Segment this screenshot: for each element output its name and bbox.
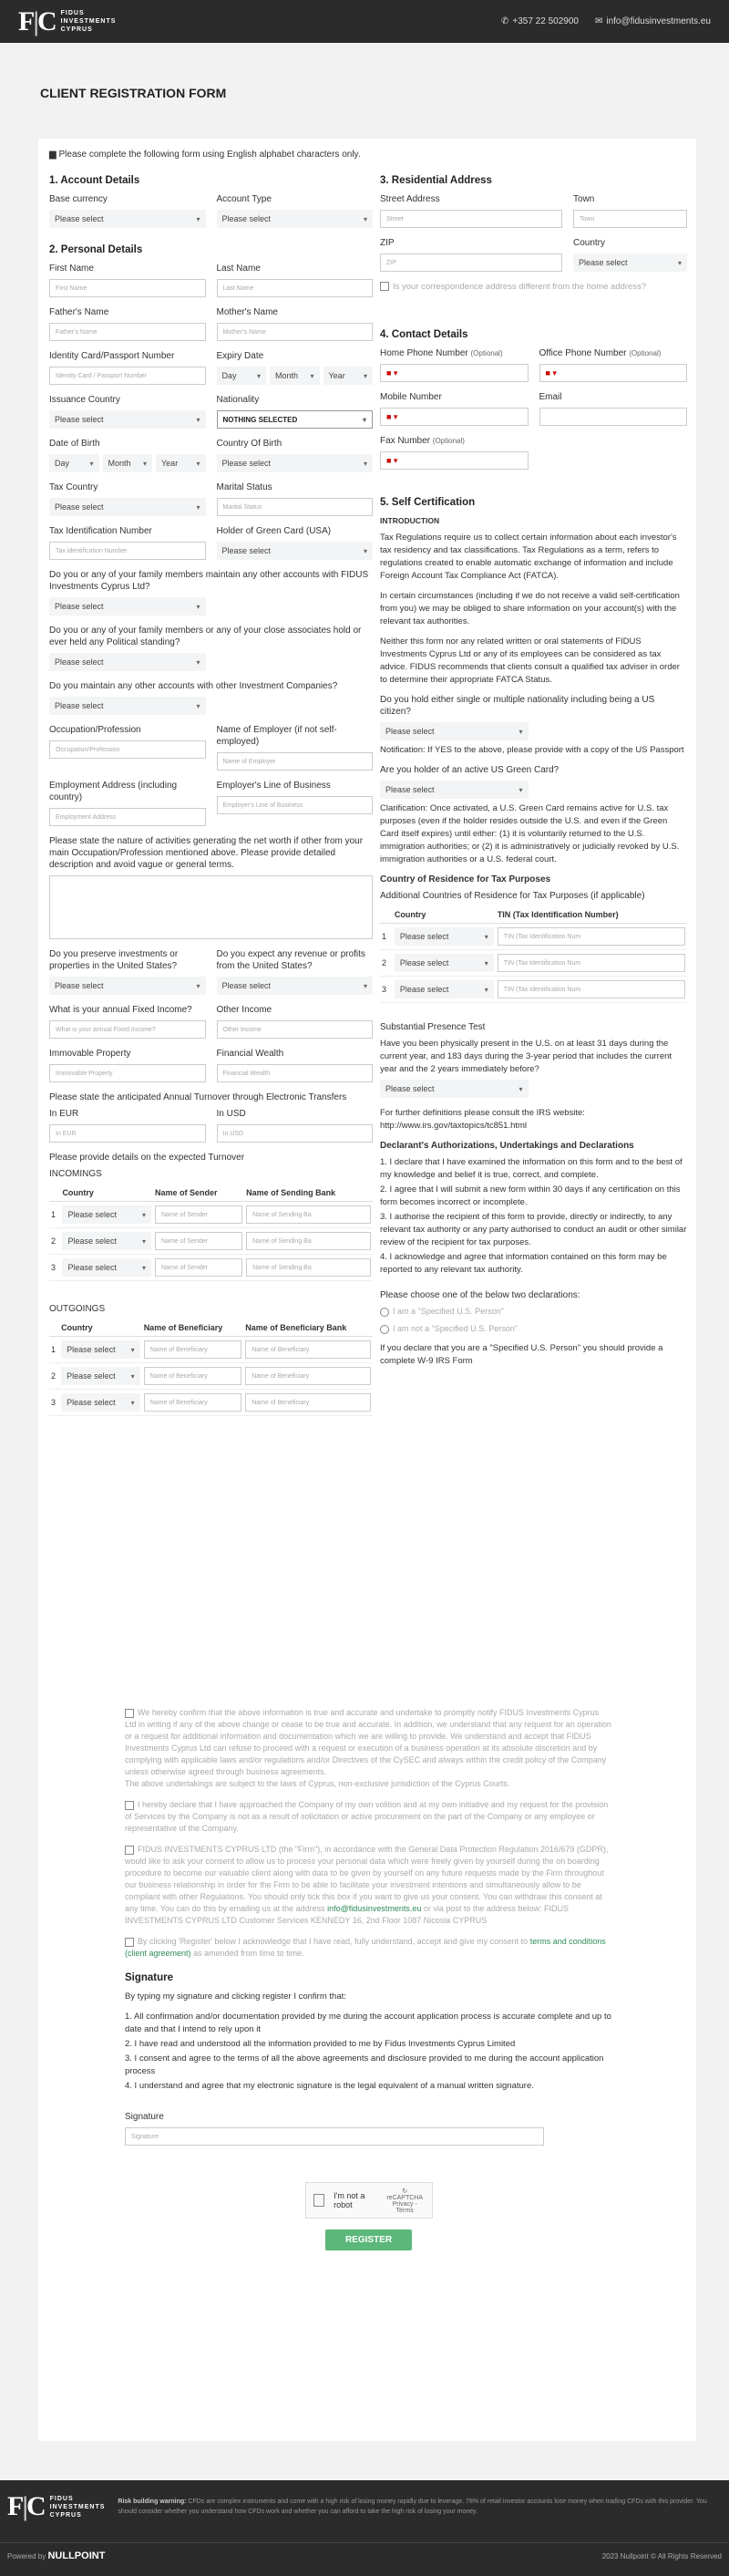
dob-day-select[interactable]: Day ▾ xyxy=(49,454,99,472)
field-label: Country xyxy=(573,238,606,248)
field-label: Name of Employer (if not self-employed) xyxy=(216,725,337,747)
table-header: Name of Sender xyxy=(153,1185,244,1202)
intro-text: In certain circumstances (including if we do not receive a valid self-certification from you) we may be obliged to share information on your account(s) with the relevant tax authorities. xyxy=(380,591,680,626)
turnover-usd-input[interactable]: In USD xyxy=(217,1124,374,1143)
form-card xyxy=(38,139,696,2441)
sender-input[interactable]: Name of Sender xyxy=(155,1258,242,1277)
account-type-select[interactable]: Please select ▾ xyxy=(217,210,374,228)
email-link[interactable]: info@fidusinvestments.eu xyxy=(327,1904,422,1913)
nationality-select[interactable]: NOTHING SELECTED ▾ xyxy=(217,410,374,429)
question-label: Do you maintain any other accounts with other Investment Companies? xyxy=(49,681,338,691)
defs-text: For further definitions please consult the IRS website: xyxy=(380,1108,585,1118)
us-flag-icon: ■ ▾ xyxy=(386,367,398,378)
us-investments-select[interactable]: Please select ▾ xyxy=(49,977,206,995)
header-contacts xyxy=(501,16,711,26)
dob-month-select[interactable]: Month ▾ xyxy=(103,454,153,472)
field-label: Mother's Name xyxy=(216,307,278,317)
field-label: Base currency xyxy=(49,194,108,204)
question-label: Do you or any of your family members or any of your close associates hold or ever held any Political standing? xyxy=(49,626,362,647)
table-row: 1 Please select ▾ Name of Beneficiary Name of Beneficiary xyxy=(49,1337,373,1363)
consent-confirm-checkbox[interactable]: We hereby confirm that the above information is true and accurate and undertake to promptly notify FIDUS Investments Cyprus Ltd in writing if any of the above change or cease to be true and accurate. In addition, we understand that any request for an operation or a request for additional information and documentation which we are willing to provide. We understand and accept that FIDUS Investments Cyprus Ltd can refuse to proceed with a request or execution of a business operation at its absolute discretion and by complying with applicable laws and/or regulations and/or Directives of the CySEC and always within the credit policy of the Company unless otherwise agreed through business agreements. The above undertakings are subject to the laws of Cyprus, non-exclusive jurisdiction of the Cyprus Courts. xyxy=(125,1708,611,1788)
logo-mark: F|C xyxy=(18,5,56,36)
section-heading: Signature xyxy=(125,1972,174,1983)
right-column xyxy=(373,175,687,1384)
table-row: 3 Please select ▾ TIN (Tax Identification Num xyxy=(380,977,687,1003)
table-header: Country xyxy=(59,1319,142,1337)
declarations-heading: Declarant's Authorizations, Undertakings and Declarations xyxy=(380,1141,634,1151)
declaration-item: 3. I authorise the recipient of this form to provide, directly or indirectly, to any relevant tax authority or any party authorised to conduct an audit or other similar review of the recipient for tax purposes. xyxy=(380,1212,687,1247)
sender-input[interactable]: Name of Sender xyxy=(155,1205,242,1224)
country-select[interactable]: Please select ▾ xyxy=(573,253,687,272)
multi-nationality-select[interactable]: Please select ▾ xyxy=(380,722,529,740)
section-heading: 4. Contact Details xyxy=(380,329,468,340)
field-label: Nationality xyxy=(216,395,260,405)
table-header: Country xyxy=(60,1185,153,1202)
question-label: Please state the nature of activities generating the net worth if other from your main Occupation/Profession mentioned above. Please provide detailed description and avoid vague or general terms. xyxy=(49,836,364,870)
signature-section xyxy=(125,1972,612,2250)
table-header: Country xyxy=(393,906,496,924)
tax-country-select[interactable]: Please select ▾ xyxy=(395,980,494,998)
us-flag-icon: ■ ▾ xyxy=(386,455,398,465)
home-phone-input[interactable] xyxy=(380,364,529,382)
section-heading: 1. Account Details xyxy=(49,175,140,186)
fixed-income-input[interactable]: What is your annual Fixed Income? xyxy=(49,1020,206,1039)
choose-label: Please choose one of the below two declarations: xyxy=(380,1290,580,1300)
father-name-input[interactable]: Father's Name xyxy=(49,323,206,341)
base-currency-select[interactable]: Please select ▾ xyxy=(49,210,206,228)
consent-terms-checkbox[interactable]: By clicking 'Register' below I acknowledge that I have read, fully understand, accept and give my consent to terms and conditions (client agreement) as amended from time to time. xyxy=(125,1937,606,1958)
incoming-country-select[interactable]: Please select ▾ xyxy=(62,1232,151,1250)
logo-text: FIDUS INVESTMENTS CYPRUS xyxy=(60,10,117,33)
table-row: 2 Please select ▾ Name of Beneficiary Name of Beneficiary xyxy=(49,1363,373,1390)
field-label: Street Address xyxy=(380,194,440,204)
field-label: Tax Country xyxy=(49,482,98,492)
table-header: Name of Sending Bank xyxy=(244,1185,373,1202)
field-label: Expiry Date xyxy=(216,351,264,361)
field-label: Mobile Number xyxy=(380,392,442,402)
other-accounts-select[interactable]: Please select ▾ xyxy=(49,697,206,715)
financial-wealth-input[interactable]: Financial Wealth xyxy=(217,1064,374,1082)
expiry-month-select[interactable]: Month ▾ xyxy=(270,367,320,385)
dob-year-select[interactable]: Year ▾ xyxy=(156,454,206,472)
field-label: Holder of Green Card (USA) xyxy=(216,526,332,536)
field-label: Do you expect any revenue or profits from the United States? xyxy=(216,949,365,971)
signature-intro: By typing my signature and clicking register I confirm that: xyxy=(125,1991,346,2002)
left-column xyxy=(49,175,373,1433)
other-income-input[interactable]: Other Income xyxy=(217,1020,374,1039)
tin-input[interactable]: TIN (Tax Identification Num xyxy=(498,980,685,998)
declaration-item: 4. I acknowledge and agree that information contained on this form may be reported to any relevant tax authority. xyxy=(380,1252,667,1275)
section-heading: 5. Self Certification xyxy=(380,497,476,508)
spt-text: Have you been physically present in the U.S. on at least 31 days during the current year, and 183 days during the 3-year period that includes the current year and the 2 years immediately before? xyxy=(380,1039,673,1074)
personal-section xyxy=(49,244,373,1416)
field-label: Issuance Country xyxy=(49,395,120,405)
consent-volition-checkbox[interactable]: I hereby declare that I have approached the Company of my own volition and at my own initiative and my request for the provision of Services by the Company is not as a result of solicitation or active procurement on the part of the Company or any employee or representative of the Company. xyxy=(125,1800,609,1833)
net-worth-textarea[interactable] xyxy=(49,875,373,939)
tax-country-select[interactable]: Please select ▾ xyxy=(395,954,494,972)
employer-line-input[interactable]: Employer's Line of Business xyxy=(217,796,374,814)
spt-select[interactable]: Please select ▾ xyxy=(380,1080,529,1098)
field-label: Office Phone Number (Optional) xyxy=(539,348,662,358)
field-label: First Name xyxy=(49,264,94,274)
footer-logo[interactable]: F|C FIDUS INVESTMENTS CYPRUS xyxy=(7,2491,106,2521)
outgoing-country-select[interactable]: Please select ▾ xyxy=(61,1367,140,1385)
table-row: 2 Please select ▾ TIN (Tax Identification Num xyxy=(380,950,687,977)
tax-residence-table xyxy=(380,906,687,1003)
sender-input[interactable]: Name of Sender xyxy=(155,1232,242,1250)
intro-text: Tax Regulations require us to collect certain information about each investor's tax residency and tax classifications. Tax Regulations as a term, refers to regulations created to enable automatic exchange of information and include Foreign Account Tax Compliance Act (FATCA). xyxy=(380,533,677,581)
consents-block xyxy=(125,1707,612,2250)
question-label: Additional Countries of Residence for Tax Purposes (if applicable) xyxy=(380,891,645,901)
risk-warning: Risk building warning: CFDs are complex instruments and come with a high risk of losing money rapidly due to leverage. 78% of retail investor accounts lose money when trading CFDs with this provider. You should consider whether you understand how CFDs work and whether you can afford to take the high risk of losing your money. xyxy=(118,2498,707,2515)
outgoing-country-select[interactable]: Please select ▾ xyxy=(61,1340,140,1359)
country-of-birth-select[interactable]: Please select ▾ xyxy=(217,454,374,472)
contact-section xyxy=(380,329,687,470)
field-label: Employer's Line of Business xyxy=(216,781,331,791)
incomings-heading: INCOMINGS xyxy=(49,1169,102,1179)
clarification-text: Clarification: Once activated, a U.S. Green Card remains active for U.S. tax purposes (even if the holder resides outside the U.S. and even if the Green Card itself expires) until either: (1) it is voluntarily returned to the U.S. immigration authorities; or (2) it is administratively or judicially revoked by U.S. immigration authorities or a U.S. federal court. xyxy=(380,803,680,864)
field-label: Signature xyxy=(125,2112,164,2122)
tin-input[interactable]: TIN (Tax Identification Num xyxy=(498,954,685,972)
irs-link[interactable]: http://www.irs.gov/taxtopics/tc851.html xyxy=(380,1121,528,1131)
field-label: Father's Name xyxy=(49,307,109,317)
beneficiary-input[interactable]: Name of Beneficiary xyxy=(144,1367,242,1385)
table-header: TIN (Tax Identification Number) xyxy=(496,906,687,924)
question-label: Do you or any of your family members maintain any other accounts with FIDUS Investments Cyprus Ltd? xyxy=(49,570,369,592)
account-section xyxy=(49,175,373,228)
field-label: Date of Birth xyxy=(49,439,100,449)
corr-address-checkbox[interactable]: Is your correspondence address different from the home address? xyxy=(380,281,687,293)
signature-input[interactable]: Signature xyxy=(125,2127,544,2146)
field-label: Account Type xyxy=(216,194,272,204)
field-label: In USD xyxy=(216,1109,246,1119)
street-input[interactable]: Street xyxy=(380,210,562,228)
recaptcha-icon: ↻ xyxy=(402,2188,408,2195)
consent-gdpr-checkbox[interactable]: FIDUS INVESTMENTS CYPRUS LTD (the "Firm"), in accordance with the General Data Protection Regulation 2016/679 (GDPR), would like to ask your consent to allow us to process your personal data which were freely given by yourself during the on boarding procedure to become our valuable client along with data to be given by yourself on any future requests made by the Firm throughout our business relationship in order for the Firm to be able to facilitate your investment intentions and simultaneously allow to be compliant with other Regulations. You should only tick this box if you want to give us your consent. You can withdraw this consent at any time. You can do this by emailing us at the address info@fidusinvestments.eu or via post to the address below: FIDUS INVESTMENTS CYPRUS LTD Customer Services KENNEDY 16, 2nd Floor 1087 Nicosia CYPRUS xyxy=(125,1845,609,1925)
incoming-country-select[interactable]: Please select ▾ xyxy=(62,1205,151,1224)
beneficiary-bank-input[interactable]: Name of Beneficiary xyxy=(245,1367,371,1385)
last-name-input[interactable]: Last Name xyxy=(217,279,374,297)
form-note: ▆ Please complete the following form using English alphabet characters only. xyxy=(49,150,361,160)
section-heading: 2. Personal Details xyxy=(49,244,143,255)
expiry-day-select[interactable]: Day ▾ xyxy=(217,367,267,385)
top-header xyxy=(0,0,729,43)
table-row: 1 Please select ▾ Name of Sender Name of Sending Ba xyxy=(49,1202,373,1228)
spt-heading: Substantial Presence Test xyxy=(380,1022,486,1032)
signature-item: 4. I understand and agree that my electronic signature is the legal equivalent of a manual written signature. xyxy=(125,2081,534,2091)
field-label: Do you preserve investments or properties in the United States? xyxy=(49,949,179,971)
phone-link[interactable]: ✆ +357 22 502900 xyxy=(500,16,579,26)
occupation-input[interactable]: Occupation/Profession xyxy=(49,740,206,759)
political-select[interactable]: Please select ▾ xyxy=(49,653,206,671)
intro-heading: INTRODUCTION xyxy=(380,516,440,525)
beneficiary-input[interactable]: Name of Beneficiary xyxy=(144,1340,242,1359)
w9-text: If you declare that you are a "Specified U.S. Person" you should provide a complete W-9 IRS Form xyxy=(380,1343,663,1366)
us-flag-icon: ■ ▾ xyxy=(386,411,398,421)
tax-country-select[interactable]: Please select ▾ xyxy=(395,927,494,946)
question-label: Please state the anticipated Annual Turnover through Electronic Transfers xyxy=(49,1092,347,1102)
intro-text: Neither this form nor any related written or oral statements of FIDUS Investments Cyprus Ltd or any of its employees can be considered as tax advice. FIDUS recommends that clients consult a qualified tax adviser in order to determine their appropriate FATCA Status. xyxy=(380,636,680,685)
not-specified-radio[interactable]: I am not a "Specified U.S. Person" xyxy=(380,1323,687,1335)
field-label: Other Income xyxy=(216,1005,272,1015)
question-label: Do you hold either single or multiple nationality including being a US citizen? xyxy=(380,695,655,717)
office-phone-input[interactable] xyxy=(539,364,688,382)
first-name-input[interactable]: First Name xyxy=(49,279,206,297)
town-input[interactable]: Town xyxy=(573,210,687,228)
us-revenue-select[interactable]: Please select ▾ xyxy=(217,977,374,995)
field-label: Last Name xyxy=(216,264,261,274)
email-input[interactable] xyxy=(539,408,688,426)
copyright: 2023 Nullpoint © All Rights Reserved xyxy=(601,2551,722,2560)
field-label: In EUR xyxy=(49,1109,79,1119)
field-label: ZIP xyxy=(380,238,395,248)
field-label: Occupation/Profession xyxy=(49,725,141,735)
family-accounts-select[interactable]: Please select ▾ xyxy=(49,597,206,616)
id-number-input[interactable]: Identity Card / Passport Number xyxy=(49,367,206,385)
question-label: Are you holder of an active US Green Card? xyxy=(380,765,560,775)
signature-item: 2. I have read and understood all the information provided to me by Fidus Investments Cyprus Limited xyxy=(125,2039,516,2049)
field-label: Fax Number (Optional) xyxy=(380,436,465,446)
declaration-item: 1. I declare that I have examined the information on this form and to the best of my knowledge and belief it is true, correct, and complete. xyxy=(380,1157,683,1180)
sending-bank-input[interactable]: Name of Sending Ba xyxy=(246,1205,371,1224)
folder-icon: ▆ xyxy=(49,150,56,160)
powered-by[interactable]: Powered by NULLPOINT xyxy=(7,2550,106,2561)
zip-input[interactable]: ZIP xyxy=(380,253,562,272)
self-cert-section xyxy=(380,497,687,1368)
email-link[interactable]: ✉ info@fidusinvestments.eu xyxy=(594,16,711,26)
turnover-eur-input[interactable]: In EUR xyxy=(49,1124,206,1143)
tin-input[interactable]: TIN (Tax Identification Num xyxy=(498,927,685,946)
notification-text: Notification: If YES to the above, please provide with a copy of the US Passport xyxy=(380,745,684,755)
mobile-input[interactable] xyxy=(380,408,529,426)
mother-name-input[interactable]: Mother's Name xyxy=(217,323,374,341)
sending-bank-input[interactable]: Name of Sending Ba xyxy=(246,1258,371,1277)
us-green-card-select[interactable]: Please select ▾ xyxy=(380,781,529,799)
section-heading: 3. Residential Address xyxy=(380,175,492,186)
recaptcha-widget[interactable]: I'm not a robot ↻ reCAPTCHA Privacy - Terms xyxy=(305,2182,433,2219)
field-label: Marital Status xyxy=(216,482,272,492)
green-card-select[interactable]: Please select ▾ xyxy=(217,542,374,560)
field-label: Identity Card/Passport Number xyxy=(49,351,175,361)
phone-icon: ✆ xyxy=(500,16,509,26)
sending-bank-input[interactable]: Name of Sending Ba xyxy=(246,1232,371,1250)
field-label: Employment Address (including country) xyxy=(49,781,178,802)
incomings-table xyxy=(49,1185,373,1281)
page-title: CLIENT REGISTRATION FORM xyxy=(40,86,227,100)
field-label: Immovable Property xyxy=(49,1049,131,1059)
declaration-item: 2. I agree that I will submit a new form within 30 days if any certification on this form becomes incorrect or incomplete. xyxy=(380,1185,681,1207)
residential-section xyxy=(380,175,687,293)
footer xyxy=(0,2480,729,2576)
cor-heading: Country of Residence for Tax Purposes xyxy=(380,874,551,885)
signature-item: 1. All confirmation and/or documentation provided by me during the account application process is accurate complete and up to date and that I intend to rely upon it xyxy=(125,2012,611,2034)
issuance-country-select[interactable]: Please select ▾ xyxy=(49,410,206,429)
table-row: 2 Please select ▾ Name of Sender Name of Sending Ba xyxy=(49,1228,373,1255)
terms-link[interactable]: terms and conditions (client agreement) xyxy=(125,1937,606,1958)
table-row: 1 Please select ▾ TIN (Tax Identification Num xyxy=(380,924,687,950)
marital-status-input[interactable]: Marital Status xyxy=(217,498,374,516)
beneficiary-bank-input[interactable]: Name of Beneficiary xyxy=(245,1393,371,1412)
fax-input[interactable] xyxy=(380,451,529,470)
table-header: Name of Beneficiary Bank xyxy=(243,1319,373,1337)
register-button[interactable]: REGISTER xyxy=(325,2229,412,2250)
beneficiary-bank-input[interactable]: Name of Beneficiary xyxy=(245,1340,371,1359)
expiry-year-select[interactable]: Year ▾ xyxy=(323,367,374,385)
field-label: Tax Identification Number xyxy=(49,526,152,536)
table-row: 3 Please select ▾ Name of Beneficiary Name of Beneficiary xyxy=(49,1390,373,1416)
specified-radio[interactable]: I am a "Specified U.S. Person" xyxy=(380,1306,687,1318)
table-header: Name of Beneficiary xyxy=(142,1319,244,1337)
question-label: Please provide details on the expected Turnover xyxy=(49,1153,245,1163)
us-flag-icon: ■ ▾ xyxy=(545,367,557,378)
brand-logo[interactable] xyxy=(18,6,116,37)
field-label: Home Phone Number (Optional) xyxy=(380,348,503,358)
employer-input[interactable]: Name of Employer xyxy=(217,752,374,771)
mail-icon: ✉ xyxy=(594,16,603,26)
outgoings-table xyxy=(49,1319,373,1416)
employment-address-input[interactable]: Employment Address xyxy=(49,808,206,826)
table-row: 3 Please select ▾ Name of Sender Name of Sending Ba xyxy=(49,1255,373,1281)
immovable-property-input[interactable]: Immovable Property xyxy=(49,1064,206,1082)
tin-input[interactable]: Tax identification Number xyxy=(49,542,206,560)
field-label: Country Of Birth xyxy=(216,439,282,449)
outgoings-heading: OUTGOINGS xyxy=(49,1304,106,1314)
field-label: Town xyxy=(573,194,595,204)
incoming-country-select[interactable]: Please select ▾ xyxy=(62,1258,151,1277)
field-label: Financial Wealth xyxy=(216,1049,284,1059)
field-label: What is your annual Fixed Income? xyxy=(49,1005,192,1015)
tax-country-select[interactable]: Please select ▾ xyxy=(49,498,206,516)
beneficiary-input[interactable]: Name of Beneficiary xyxy=(144,1393,242,1412)
field-label: Email xyxy=(539,392,562,402)
signature-item: 3. I consent and agree to the terms of all the above agreements and disclosure provided to me during the account application process xyxy=(125,2054,604,2076)
outgoing-country-select[interactable]: Please select ▾ xyxy=(61,1393,140,1412)
